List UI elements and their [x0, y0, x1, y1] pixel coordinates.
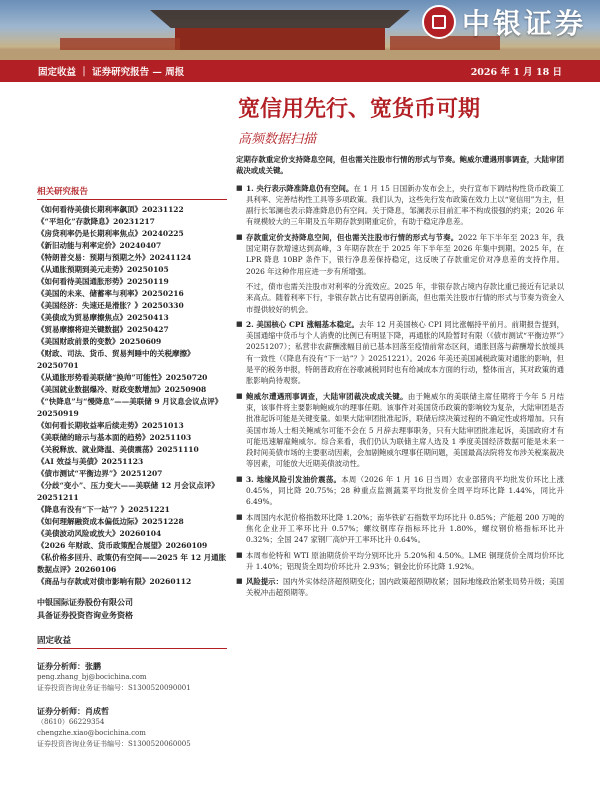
related-report-item: 《商品与存款或对债市影响有限》20260112 — [37, 577, 192, 586]
key-point — [236, 183, 564, 228]
analyst-1 — [37, 661, 227, 694]
related-report-item: 《关税释放、就业降温、美债震荡》20251110 — [37, 445, 199, 454]
key-point — [236, 474, 564, 508]
report-category-bar — [0, 60, 600, 82]
related-report-item: 《美国就业数据爆冷、财政变数增加》20250908 — [37, 385, 207, 394]
point-heading: 存款重定价支持降息空间，但也需关注股市行情的形式与节奏。 — [246, 232, 459, 242]
related-report-item: 《私价格多回升、政策仍有空间——2025 年 12 月通胀数据点评》20260106 — [37, 553, 227, 574]
related-report-item: 《美国财政前景的变数》20250609 — [37, 337, 162, 346]
analyst-phone: （8610）66229354 — [37, 718, 105, 726]
point-heading: 央行表示降准降息仍有空间。 — [256, 183, 354, 193]
point-index: 1. — [246, 183, 257, 193]
point-index: 3. — [246, 474, 257, 484]
palace-hall-graphic — [175, 28, 385, 50]
logo-text: 中银证券 — [461, 7, 586, 40]
point-text: 本周（2026 年 1 月 16 日当周）农业部猪肉平均批发价环比上涨 0.45%，同比降 20.75%；28 种重点监测蔬菜平均批发价全周平均环比降 1.44%，同比升 6.49%。 — [246, 474, 564, 507]
related-report-item: 《AI 效益与美债》20251123 — [37, 457, 144, 466]
point-heading: 风险提示： — [246, 577, 283, 587]
related-report-item: 《从通胀预期到美元走势》20250105 — [37, 265, 169, 274]
related-report-item: 《如何看长期收益率后续走势》20251013 — [37, 421, 184, 430]
sector-label: 固定收益 — [37, 634, 227, 649]
point-text: 2022 年下半年至 2023 年，我国定期存款增速达到高峰，3 年期存款在于 2025 年下半年至 2026 年集中到期。2025 年，在 LPR 降息 10BP 条件下，银行净息差保持稳定，这反映了存款重定价对净息差的支持作用。2026 年这种作用应进一步有所增强。 — [246, 232, 564, 276]
related-report-item: 《新旧动能与利率定价》20240407 — [37, 241, 162, 250]
key-point — [236, 512, 564, 546]
analyst-role: 证券分析师：张鹏 — [37, 661, 101, 671]
related-report-item: 《美联储的暗示与基本面的趋势》20251103 — [37, 433, 192, 442]
related-report-item: 《“平坦化”存款降息》20231217 — [37, 217, 155, 226]
key-point — [236, 576, 564, 599]
point-text: 国内外实体经济超预期变化；国内政策超预期收紧；国际地缘政治紧张局势升级；美国关税冲击超预期等。 — [246, 577, 564, 598]
key-point — [236, 391, 564, 470]
related-heading: 相关研究报告 — [37, 185, 227, 200]
analyst-cert: 证券投资咨询业务证书编号：S1300520060005 — [37, 740, 191, 748]
analyst-2 — [37, 706, 227, 750]
point-heading: 鲍威尔遭遇刑事调查，大陆审团裁决或成关键。 — [246, 391, 408, 401]
related-report-item: 《特朗普交易：预期与预期之外》20241124 — [37, 253, 192, 262]
related-report-item: 《贸易摩擦将迎关键数据》20250427 — [37, 325, 169, 334]
palace-roof-graphic — [150, 10, 410, 28]
palace-ground — [0, 50, 600, 60]
main-content — [236, 154, 564, 603]
report-category: 固定收益 ｜ 证券研究报告 — 周报 — [38, 67, 185, 78]
related-report-item: 《如何看待美债长期利率飙顶》20231122 — [37, 205, 184, 214]
point-index: 2. — [246, 319, 257, 329]
related-report-item: 《如何看待美国通胀形势》20250119 — [37, 277, 169, 286]
point-heading: 地缘风险引发油价震荡。 — [256, 474, 342, 484]
point-text: 不过，债市也需关注股市对利率的分流效应。2025 年，非银存款占境内存款比重已接近有记录以来高点。随着利率下行，非银存款占比有望再创新高，但也需关注股市行情的形式与节奏为资金入市提供较好的机会。 — [246, 281, 564, 314]
company-qualification: 具备证券投资咨询业务资格 — [37, 610, 133, 620]
sidebar — [37, 185, 227, 750]
related-report-item: 《如何理解融资成本偏低边际》20251228 — [37, 517, 184, 526]
key-point — [236, 550, 564, 573]
related-report-item: 《“快降息”与“慢降息”——美联储 9 月议息会议点评》20250919 — [37, 397, 223, 418]
related-report-item: 《美国经济：失速还是滑胀？》20250330 — [37, 301, 184, 310]
analyst-role: 证券分析师：肖成哲 — [37, 706, 109, 716]
related-report-item: 《债市测试“平衡边界”》20251207 — [37, 469, 163, 478]
key-points — [236, 183, 564, 599]
key-point — [236, 319, 564, 387]
point-text: 去年 12 月美国核心 CPI 同比涨幅持平前月。前期报告提到，美国通缩中货币与个人消费的比例已有明显下降，再通胀的风险暂时有限（《债市测试“平衡边界”》20251207）；私营非农薪酬涨幅目前已基本回落至疫情前常态区间，通胀回落与薪酬增长放缓具有一致性（《降息有没有“下一站”？》20251221）。2026 年美还美国减税政策对通胀的影响，但是平的税务申报，特朗普政府在谷歌减税同时也有给减成本方面的行动，整体而言，其对政策的通胀影响尚待观察。 — [246, 319, 564, 386]
related-report-item: 《从通胀形势看美联储“换帅”可能性》20250720 — [37, 373, 208, 382]
related-report-item: 《美国的未来、储蓄率与利率》20250216 — [37, 289, 184, 298]
related-report-item: 《降息有没有“下一站”？》20251221 — [37, 505, 170, 514]
related-report-item: 《美债成为贸易摩擦焦点》20250413 — [37, 313, 169, 322]
related-report-item: 《2026 年财政、货币政策配合展望》20260109 — [37, 541, 208, 550]
report-date: 2026 年 1 月 18 日 — [470, 67, 562, 78]
point-text: 本周国内水泥价格指数环比降 1.20%；南华铁矿石指数平均环比升 0.85%；产能超 200 万吨的焦化企业开工率环比升 0.57%；螺纹钢库存指标环比升 1.80%，螺纹钢价格指标环比升 0.32%；全国 247 家钢厂高炉开工率环比升 0.64%。 — [246, 512, 564, 545]
point-text: 在 1 月 15 日国新办发布会上，央行宣布下调结构性货币政策工具利率、完善结构性工具等多项政策。我们认为，这些先行发布政策在效力上以“宽信用”为主，但副行长邹澜也表示降准降息仍有空间。关于降息，邹澜表示目前汇率不构成很强的约束；2026 年有规模较大的三年期及五年期存款到期重定价，有助于稳定净息差。 — [246, 183, 564, 227]
key-point — [236, 281, 564, 315]
point-heading: 美国核心 CPI 涨幅基本稳定。 — [256, 319, 360, 329]
analyst-email: chengzhe.xiao@bocichina.com — [37, 729, 146, 737]
related-report-item: 《美债波动风险或放大》20260104 — [37, 529, 162, 538]
key-point — [236, 232, 564, 277]
related-report-item: 《分歧“变小”、压力变大——美联储 12 月会议点评》20251211 — [37, 481, 219, 502]
bank-logo-icon — [422, 5, 456, 39]
related-reports-list — [37, 204, 227, 588]
company-logo — [422, 2, 586, 42]
header-banner — [0, 0, 600, 60]
analyst-email: peng.zhang_bj@bocichina.com — [37, 673, 147, 681]
point-text: 本周布伦特和 WTI 原油期货价平均分别环比升 5.20%和 4.50%。LME 铜现货价全周均价环比升 1.40%；铝现货全周均价环比升 2.93%；铜金比价环比降 1.92%。 — [246, 550, 564, 571]
company-name: 中银国际证券股份有限公司 — [37, 597, 133, 607]
report-subtitle: 高频数据扫描 — [238, 132, 317, 147]
company-info — [37, 596, 227, 622]
summary-text: 定期存款重定价支持降息空间，但也需关注股市行情的形式与节奏。鲍威尔遭遇刑事调查，大陆审团裁决或成关键。 — [236, 155, 564, 176]
related-report-item: 《房贷利率仍是长期利率焦点》20240225 — [37, 229, 184, 238]
point-text: 由于鲍威尔的美联储主席任期将于今年 5 月结束，该事件将主要影响鲍威尔的理事任期。该事件对美国货币政策的影响较为复杂，大陆审团是否批准起诉可能是关键变量。如果大陆审团批准起诉，联储后续决策过程的不确定性或将增加。只有美国市场人士相关鲍威尔可能不会在 5 月辞去理事职务，只有大陆审团批准起诉，美国政府才有可能迅速解雇鲍威尔。综合来看，我们仍认为联储主席人选及 1 季度美国经济数据可能是未来一段时间美债市场的主要驱动因素，会加剧鲍威尔理事任期问题，美国最高法院将发布涉关税案裁决等因素，可能放大近期美债波动性。 — [246, 391, 564, 469]
report-title: 宽信用先行、宽货币可期 — [238, 96, 481, 122]
analyst-cert: 证券投资咨询业务证书编号：S1300520090001 — [37, 684, 191, 692]
related-report-item: 《财政、司法、货币、贸易判睡中的关税摩擦》20250701 — [37, 349, 195, 370]
